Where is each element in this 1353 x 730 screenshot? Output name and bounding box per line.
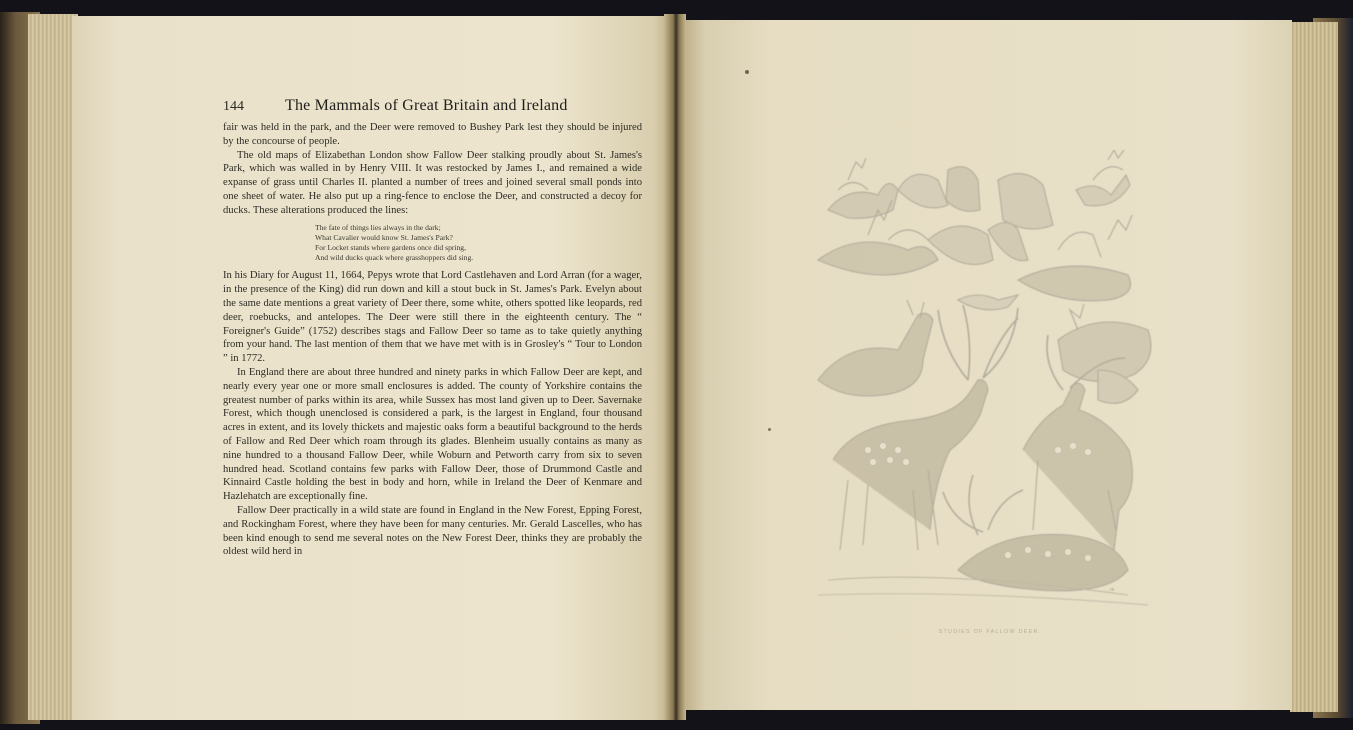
paragraph: fair was held in the park, and the Deer were removed to Bushey Park lest they should be injured by the concourse of people.	[223, 122, 642, 147]
verse-line: The fate of things lies always in the dark;	[315, 222, 441, 232]
verse-line: What Cavalier would know St. James's Park?	[315, 232, 453, 242]
paragraph: Fallow Deer practically in a wild state are found in England in the New Forest, Epping Forest, and Rockingham Forest, where they have been for many centuries. Mr. Gerald Lascelles, who has been kind enough to send me several notes on the New Forest Deer, thinks they are probably the oldest wild herd in	[223, 504, 642, 558]
page-stack-left	[28, 14, 78, 720]
book-gutter	[664, 14, 686, 720]
plate-caption: STUDIES OF FALLOW DEER.	[938, 629, 1042, 635]
page-number: 144	[223, 99, 244, 114]
paragraph: The old maps of Elizabethan London show Fallow Deer stalking proudly about St. James's Park, which was walled in by Henry VIII. It was restocked by James I., and remained a wide expanse of grass until Charles II. planted a number of trees and joined several small ponds into one sheet of water. He also put up a ring-fence to enclose the Deer, and constructed a decoy for ducks. These alterations produced the lines:	[223, 149, 642, 216]
page-header	[223, 97, 643, 117]
artist-signature: ❧	[1108, 585, 1115, 594]
verse-line: And wild ducks quack where grasshoppers did sing.	[315, 253, 474, 263]
verse-line: For Locket stands where gardens once did spring,	[315, 242, 466, 252]
body-text	[223, 121, 642, 559]
paragraph: In England there are about three hundred and ninety parks in which Fallow Deer are kept, and nearly every year one or more small enclosures is added. The county of Yorkshire contains the greatest number of parks within its area, while Sussex has most land given up to Deer. Savernake Forest, which though unenclosed is considered a park, is the largest in England, four thousand acres in extent, and its lovely thickets and majestic oaks form a beautiful background to the herds of Fallow and Red Deer which roam through its glades. Blenheim usually contains as many as nine hundred to a thousand Fallow Deer, while Woburn and Petworth carry from six to seven hundred head. Scotland contains few parks with Fallow Deer, those of Drummond Castle and Kinnaird Castle holding the best in body and horn, while in Ireland the Deer of Kenmare and Hazlehatch are exceptionally fine.	[223, 366, 642, 503]
paragraph: In his Diary for August 11, 1664, Pepys wrote that Lord Castlehaven and Lord Arran (for a wager, in the presence of the King) did run down and kill a stout buck in St. James's Park. Evelyn about the same date mentions a great variety of Deer there, some white, others spotted like leopards, red deer, roebucks, and antelopes. The Deer were still there in the eighteenth century. The “ Foreigner's Guide” (1752) describes stags and Fallow Deer so tame as to take quietly anything from your hand. The last mention of them that we have met with is in Grosley's “ Tour to London ” in 1772.	[223, 270, 642, 365]
page-stack-right	[1290, 22, 1338, 712]
running-head: The Mammals of Great Britain and Ireland	[285, 97, 568, 114]
paper-speck	[768, 428, 771, 431]
paper-speck	[745, 70, 749, 74]
verse-quote	[315, 223, 642, 264]
deer-studies-illustration	[808, 150, 1164, 612]
